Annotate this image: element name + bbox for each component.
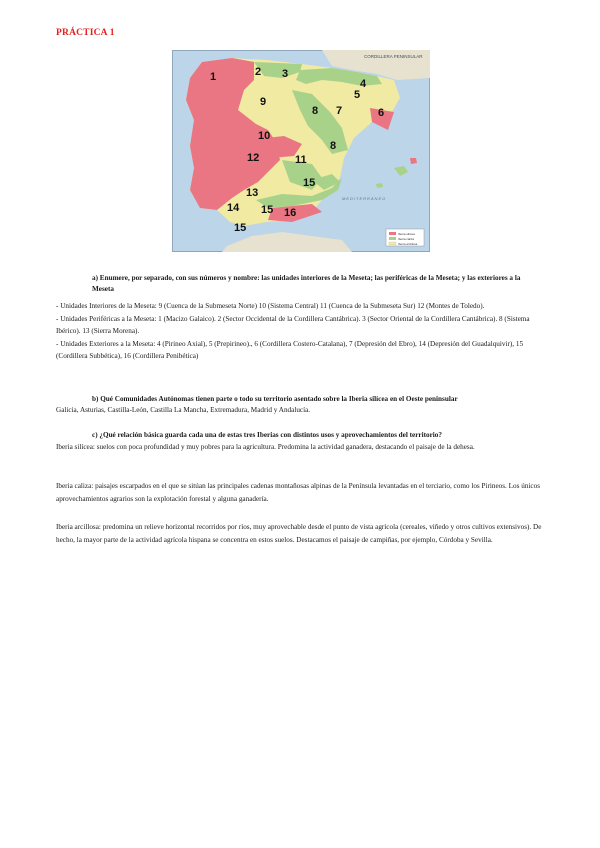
island-menorca bbox=[410, 158, 417, 164]
map-number-3: 3 bbox=[282, 68, 289, 80]
iberia-map bbox=[172, 50, 430, 252]
legend-swatch-caliza bbox=[389, 237, 396, 240]
map-number-1: 1 bbox=[210, 71, 217, 83]
answer-c-arcillosa: Iberia arcillosa: predomina un relieve horizontal recorridos por ríos, muy aprovechable desde el punto de vista agrícola (cereales, viñedo y otros cultivos extensivos). De hecho, la mayor parte de la actividad agrícola hispana se concentra en estos suelos. Destacamos el paisaje de campiñas, por ejemplo, Córdoba y Sevilla. bbox=[56, 523, 542, 544]
map-number-9: 9 bbox=[260, 96, 267, 108]
map-number-7: 7 bbox=[336, 105, 343, 117]
question-b: b) Qué Comunidades Autónomas tienen parte o todo su territorio asentado sobre la Iberia silícea en el Oeste peninsular bbox=[92, 395, 458, 403]
map-number-15-south: 15 bbox=[234, 222, 247, 234]
legend-swatch-arcillosa bbox=[389, 242, 396, 245]
answer-c-caliza: Iberia caliza: paisajes escarpados en el que se sitúan las principales cadenas montañosas alpinas de la Península levantadas en el terciario, como los Pirineos. Los únicos aprovechamientos agrarios son la explotación forestal y alguna ganadería. bbox=[56, 482, 540, 503]
map-number-4: 4 bbox=[360, 78, 367, 90]
answer-a-line-perifericas: - Unidades Periféricas a la Meseta: 1 (Macizo Galaico). 2 (Sector Occidental de la Cordillera Cantábrica). 3 (Sector Oriental de la Cordillera Cantábrica). 8 (Sistema Ibérico). 13 (Sierra Morena). bbox=[56, 314, 530, 336]
legend-swatch-silicea bbox=[389, 232, 396, 235]
map-number-15-east: 15 bbox=[303, 177, 316, 189]
sea-label: MEDITERRÁNEO bbox=[342, 196, 387, 201]
map-number-8-south: 8 bbox=[330, 140, 337, 152]
map-number-12: 12 bbox=[247, 152, 260, 164]
map-number-2: 2 bbox=[255, 66, 262, 78]
legend-label-caliza: Iberia caliza bbox=[398, 237, 415, 241]
answer-a-line-exteriores: - Unidades Exteriores a la Meseta: 4 (Pirineo Axial), 5 (Prepirineo)., 6 (Cordillera Costero-Catalana), 7 (Depresión del Ebro), 14 (Depresión del Guadalquivir), 15 (Cordillera Subbética), 16 (Cordillera Penibética) bbox=[56, 339, 524, 361]
question-a: a) Enumere, por separado, con sus números y nombre: las unidades interiores de la Meseta; las periféricas de la Meseta; y las exteriores a la Meseta bbox=[92, 274, 521, 293]
answer-b: Galicia, Asturias, Castilla-León, Castilla La Mancha, Extremadura, Madrid y Andalucía. bbox=[56, 406, 311, 414]
answer-a bbox=[56, 300, 544, 363]
answer-c-silicea: Iberia silícea: suelos con poca profundidad y muy pobres para la agricultura. Predomina la actividad ganadera, destacando el paisaje de la dehesa. bbox=[56, 443, 475, 451]
map-number-14: 14 bbox=[227, 202, 240, 214]
map-number-15-center: 15 bbox=[261, 204, 274, 216]
map-top-label: CORDILLERA PENINSULAR bbox=[364, 54, 423, 59]
legend-label-silicea: Iberia silícea bbox=[398, 232, 415, 236]
map-number-6: 6 bbox=[378, 107, 385, 119]
map-number-13: 13 bbox=[246, 187, 259, 199]
legend-label-arcillosa: Iberia arcillosa bbox=[398, 242, 418, 246]
question-c: c) ¿Qué relación básica guarda cada una de estas tres Iberias con distintos usos y aprovechamientos del territorio? bbox=[92, 431, 442, 439]
map-number-5: 5 bbox=[354, 89, 361, 101]
map-number-10: 10 bbox=[258, 130, 271, 142]
map-number-8-north: 8 bbox=[312, 105, 319, 117]
map-legend bbox=[386, 229, 424, 246]
answer-a-line-interiores: - Unidades Interiores de la Meseta: 9 (Cuenca de la Submeseta Norte) 10 (Sistema Central) 11 (Cuenca de la Submeseta Sur) 12 (Montes de Toledo). bbox=[56, 302, 485, 310]
map-number-16: 16 bbox=[284, 207, 297, 219]
map-number-11: 11 bbox=[295, 154, 307, 166]
page-title: PRÁCTICA 1 bbox=[56, 28, 115, 38]
iberia-map-svg bbox=[172, 50, 430, 252]
